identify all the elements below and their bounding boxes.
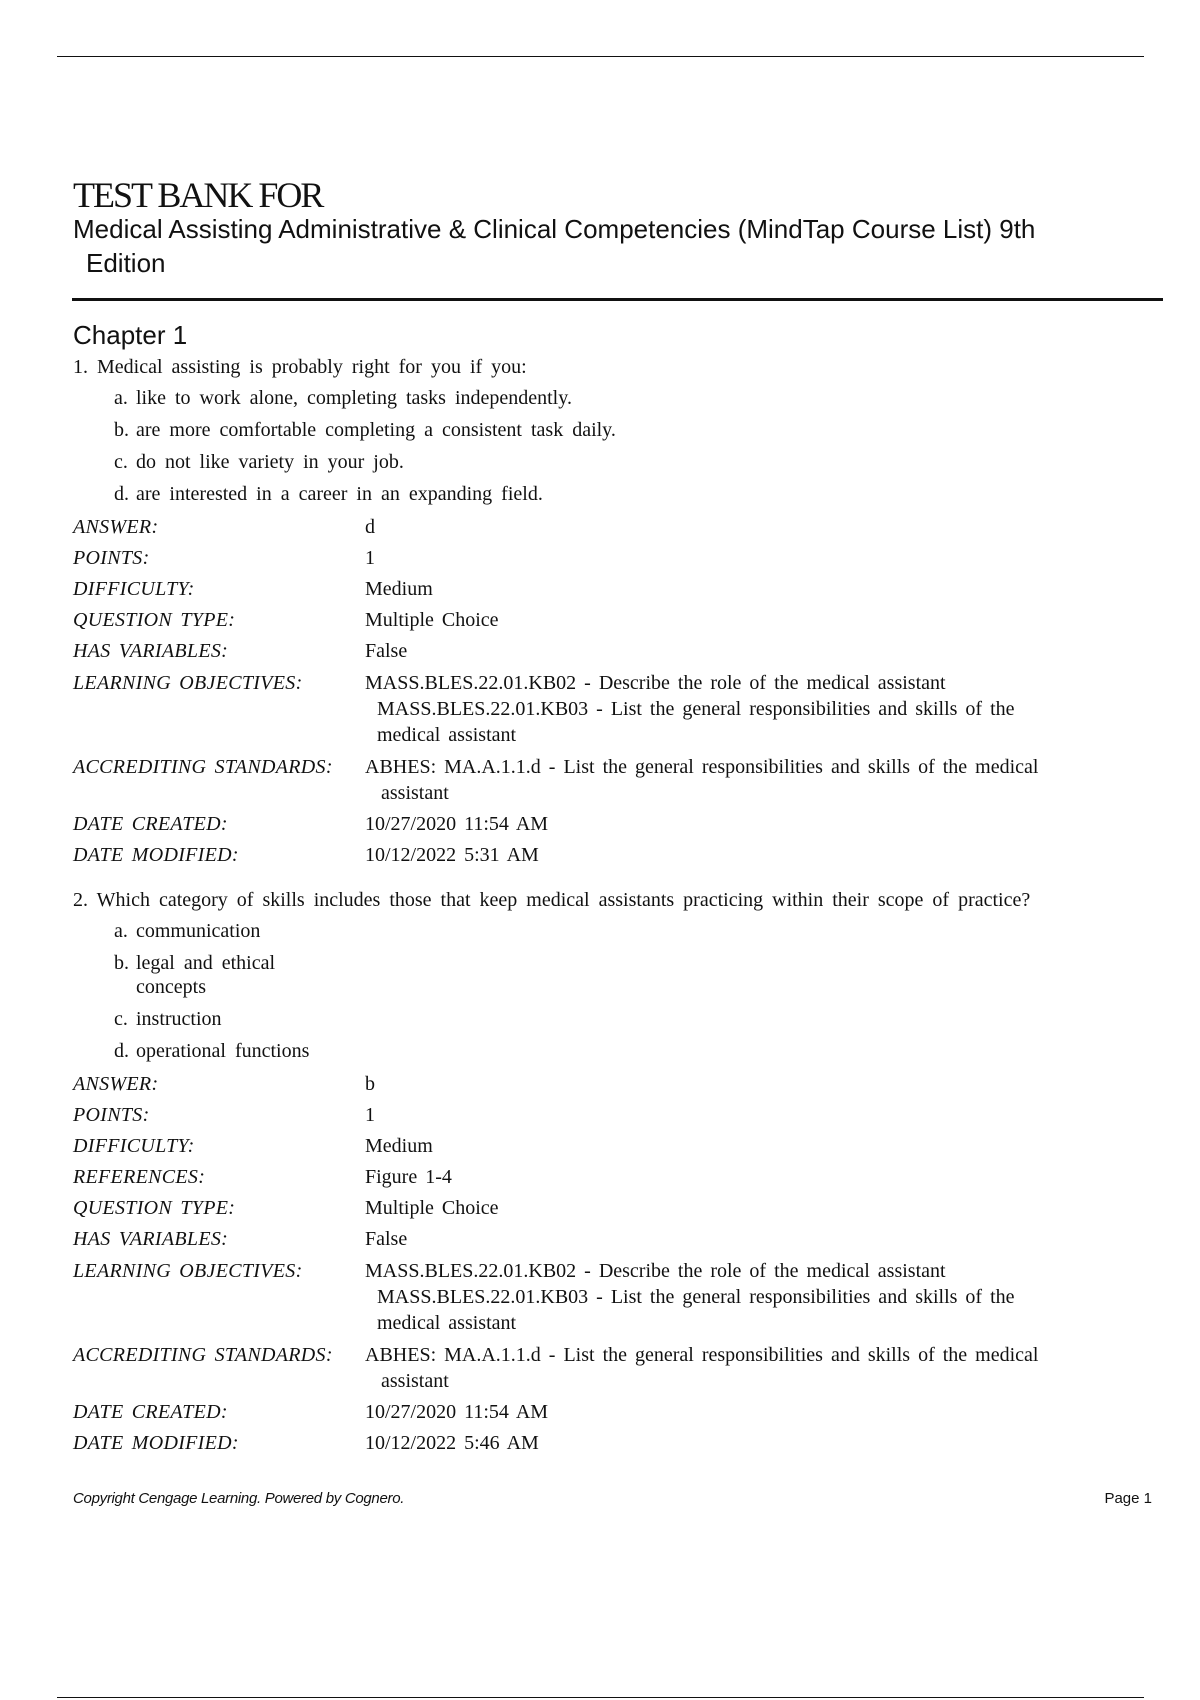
answer-value: d (365, 516, 375, 538)
accrediting-standards-row (73, 751, 1193, 809)
question-type-label: QUESTION TYPE: (73, 609, 236, 631)
learning-objectives-label: LEARNING OBJECTIVES: (73, 1260, 303, 1282)
choice-text: do not like variety in your job. (136, 451, 404, 473)
points-row (73, 543, 1193, 574)
date-created-label: DATE CREATED: (73, 813, 228, 835)
references-row (73, 1162, 1193, 1193)
bottom-divider (57, 1697, 1144, 1698)
answer-label: ANSWER: (73, 1073, 159, 1095)
choice-text: are interested in a career in an expanding field. (136, 483, 543, 505)
learning-objectives-value (365, 1258, 1105, 1336)
choice-letter: a. (114, 920, 128, 942)
accrediting-standards-value (365, 754, 1105, 806)
question-1 (73, 352, 1193, 871)
references-label: REFERENCES: (73, 1166, 206, 1188)
subtitle-line-1: Medical Assisting Administrative & Clinical Competencies (MindTap Course List) 9th (73, 214, 1036, 244)
difficulty-value: Medium (365, 578, 433, 600)
choice-text: communication (136, 920, 261, 942)
points-value: 1 (365, 547, 375, 569)
question-type-row (73, 605, 1193, 636)
document-title: TEST BANK FOR (73, 175, 323, 215)
accrediting-standard-line: ABHES: MA.A.1.1.d - List the general responsibilities and skills of the medical (365, 1344, 1039, 1366)
date-modified-label: DATE MODIFIED: (73, 1432, 239, 1454)
date-modified-value: 10/12/2022 5:46 AM (365, 1432, 539, 1454)
points-label: POINTS: (73, 547, 150, 569)
date-created-row (73, 809, 1193, 840)
question-2 (73, 885, 1193, 1459)
choice-b (114, 414, 1193, 446)
choice-text: are more comfortable completing a consistent task daily. (136, 419, 616, 441)
points-value: 1 (365, 1104, 375, 1126)
has-variables-value: False (365, 1228, 408, 1250)
choice-letter: c. (114, 451, 128, 473)
question-type-value: Multiple Choice (365, 1197, 499, 1219)
learning-objective-line: MASS.BLES.22.01.KB03 - List the general responsibilities and skills of the (377, 698, 1015, 720)
has-variables-label: HAS VARIABLES: (73, 1228, 229, 1250)
difficulty-label: DIFFICULTY: (73, 1135, 195, 1157)
date-modified-label: DATE MODIFIED: (73, 844, 239, 866)
choice-d (114, 478, 1193, 510)
learning-objectives-row (73, 667, 1193, 751)
learning-objective-line: MASS.BLES.22.01.KB02 - Describe the role of the medical assistant (365, 672, 946, 694)
question-type-row (73, 1193, 1193, 1224)
header-divider (72, 298, 1163, 301)
date-modified-row (73, 1428, 1193, 1459)
date-created-value: 10/27/2020 11:54 AM (365, 813, 549, 835)
choice-letter: d. (114, 1040, 129, 1062)
subtitle-line-2: Edition (86, 248, 166, 278)
answer-label: ANSWER: (73, 516, 159, 538)
has-variables-label: HAS VARIABLES: (73, 640, 229, 662)
accrediting-standards-label: ACCREDITING STANDARDS: (73, 756, 333, 778)
date-created-row (73, 1397, 1193, 1428)
accrediting-standard-line: assistant (381, 782, 449, 804)
date-modified-row (73, 840, 1193, 871)
has-variables-row (73, 1224, 1193, 1255)
question-stem: 2. Which category of skills includes those that keep medical assistants practicing within their scope of practice? (73, 889, 1031, 911)
question-stem: 1. Medical assisting is probably right for you if you: (73, 356, 527, 378)
accrediting-standards-label: ACCREDITING STANDARDS: (73, 1344, 333, 1366)
accrediting-standards-value (365, 1342, 1105, 1394)
page-number: Page 1 (1104, 1490, 1152, 1507)
choice-c (114, 1003, 1193, 1035)
date-modified-value: 10/12/2022 5:31 AM (365, 844, 539, 866)
choice-text: operational functions (136, 1040, 310, 1062)
choice-letter: d. (114, 483, 129, 505)
accrediting-standards-row (73, 1339, 1193, 1397)
choice-a (114, 915, 1193, 947)
answer-row (73, 1069, 1193, 1100)
learning-objectives-row (73, 1255, 1193, 1339)
learning-objectives-label: LEARNING OBJECTIVES: (73, 672, 303, 694)
learning-objective-line: medical assistant (377, 1312, 517, 1334)
answer-value: b (365, 1073, 375, 1095)
document-subtitle (73, 212, 1153, 280)
date-created-label: DATE CREATED: (73, 1401, 228, 1423)
has-variables-value: False (365, 640, 408, 662)
difficulty-row (73, 1131, 1193, 1162)
references-value: Figure 1-4 (365, 1166, 452, 1188)
choice-text: legal and ethical concepts (136, 952, 276, 998)
difficulty-label: DIFFICULTY: (73, 578, 195, 600)
answer-choices (114, 382, 1193, 510)
chapter-heading: Chapter 1 (73, 320, 188, 350)
footer-copyright: Copyright Cengage Learning. Powered by Cognero. (73, 1490, 405, 1507)
learning-objective-line: MASS.BLES.22.01.KB02 - Describe the role of the medical assistant (365, 1260, 946, 1282)
choice-text: like to work alone, completing tasks independently. (136, 387, 572, 409)
choice-b (114, 947, 1193, 1003)
choice-c (114, 446, 1193, 478)
points-row (73, 1100, 1193, 1131)
learning-objective-line: medical assistant (377, 724, 517, 746)
question-metadata (73, 1069, 1193, 1459)
choice-letter: a. (114, 387, 128, 409)
top-divider (57, 56, 1144, 57)
question-metadata (73, 512, 1193, 871)
choice-letter: b. (114, 419, 129, 441)
choice-d (114, 1035, 1193, 1067)
choice-letter: b. (114, 952, 129, 974)
answer-row (73, 512, 1193, 543)
points-label: POINTS: (73, 1104, 150, 1126)
question-type-value: Multiple Choice (365, 609, 499, 631)
has-variables-row (73, 636, 1193, 667)
choice-text: instruction (136, 1008, 222, 1030)
learning-objective-line: MASS.BLES.22.01.KB03 - List the general responsibilities and skills of the (377, 1286, 1015, 1308)
choice-letter: c. (114, 1008, 128, 1030)
accrediting-standard-line: ABHES: MA.A.1.1.d - List the general responsibilities and skills of the medical (365, 756, 1039, 778)
answer-choices (114, 915, 1193, 1067)
choice-a (114, 382, 1193, 414)
difficulty-row (73, 574, 1193, 605)
question-type-label: QUESTION TYPE: (73, 1197, 236, 1219)
difficulty-value: Medium (365, 1135, 433, 1157)
learning-objectives-value (365, 670, 1105, 748)
date-created-value: 10/27/2020 11:54 AM (365, 1401, 549, 1423)
accrediting-standard-line: assistant (381, 1370, 449, 1392)
